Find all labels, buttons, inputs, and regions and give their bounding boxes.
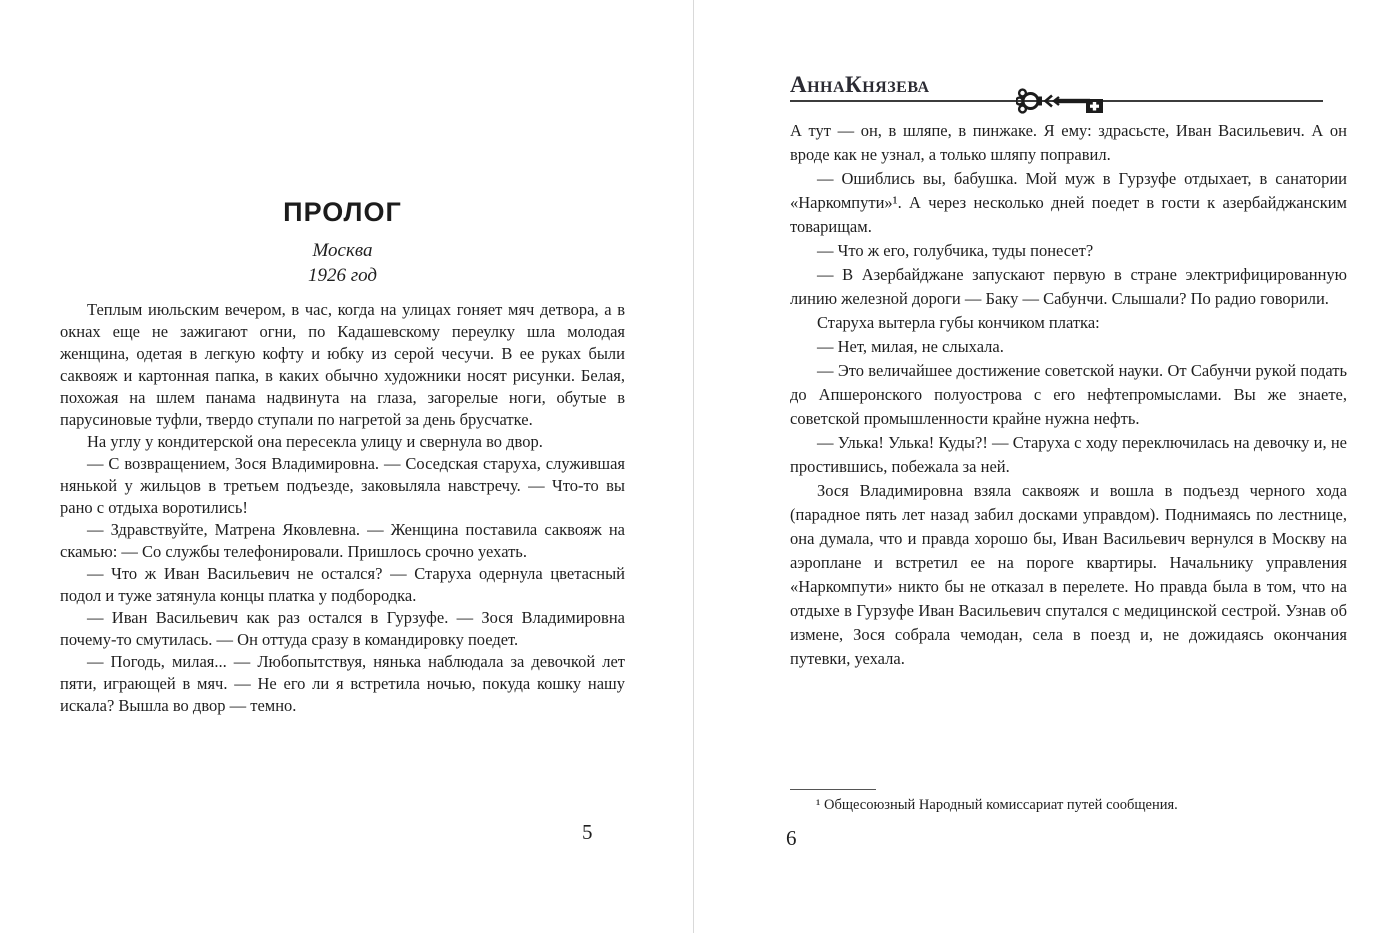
chapter-heading: ПРОЛОГ [283, 197, 402, 227]
paragraph: — Это величайшее достижение советской науки. От Сабунчи рукой подать до Апшеронского полуострова с его нефтепромыслами. Вы же знаете, советской промышленности крайне нужна нефть. [790, 361, 1347, 428]
paragraph: Зося Владимировна взяла саквояж и вошла в подъезд черного хода (парадное пять лет назад забил досками управдом). Поднимаясь по лестнице, она думала, что и правда хорошо бы, Иван Васильевич вернулся в Москву на аэроплане и встретил ее на пороге квартиры. Начальнику управления «Наркомпути» никто бы не отказал в перелете. Но правда была в том, что на отдыхе в Гурзуфе Иван Васильевич спутался с медицинской сестрой. Узнав об измене, Зося собрала чемодан, села в поезд и, не дожидаясь окончания путевки, уехала. [790, 481, 1347, 668]
paragraph: На углу у кондитерской она пересекла улицу и свернула во двор. [87, 432, 543, 451]
antique-key-icon [1016, 86, 1108, 116]
paragraph: А тут — он, в шляпе, в пинжаке. Я ему: здрасьсте, Иван Васильевич. А он вроде как не узнал, а только шляпу поправил. [790, 121, 1347, 164]
paragraph: — В Азербайджане запускают первую в стране электрифицированную линию железной дороги — Баку — Сабунчи. Слышали? По радио говорили. [790, 265, 1347, 308]
paragraph: — Что ж его, голубчика, туды понесет? [817, 241, 1094, 260]
paragraph: Теплым июльским вечером, в час, когда на улицах гоняет мяч детвора, а в окнах еще не зажигают огни, по Кадашевскому переулку шла молодая женщина, одетая в легкую кофту и юбку из серой чесучи. В ее руках были саквояж и картонная папка, в каких обычно художники носят рисунки. Белая, похожая на шлем панама надвинута на глаза, загорелые ноги, обутые в парусиновые туфли, твердо ступали по нагретой за день брусчатке. [60, 300, 625, 429]
paragraph: — Что ж Иван Васильевич не остался? — Старуха одернула цветасный подол и туже затянула концы платка у подбородка. [60, 564, 625, 605]
paragraph: — Погодь, милая... — Любопытствуя, нянька наблюдала за девочкой лет пяти, играющей в мяч. — Не его ли я встретила ночью, покуда кошку нашу искала? Вышла во двор — темно. [60, 652, 625, 715]
footnote: ¹ Общесоюзный Народный комиссариат путей сообщения. [816, 797, 1178, 813]
paragraph: — С возвращением, Зося Владимировна. — Соседская старуха, служившая нянькой у жильцов в третьем подъезде, заковыляла навстречу. — Что-то вы рано с отдыха воротились! [60, 454, 625, 517]
paragraph: — Иван Васильевич как раз остался в Гурзуфе. — Зося Владимировна почему-то смутилась. — Он оттуда сразу в командировку поедет. [60, 608, 625, 649]
footnote-rule [790, 789, 876, 790]
left-page-body [60, 299, 625, 717]
right-page-body [790, 119, 1347, 671]
running-header-author: АннаКнязева [790, 72, 930, 97]
left-page [60, 197, 625, 717]
page-gutter-divider [693, 0, 694, 933]
paragraph: — Нет, милая, не слыхала. [817, 337, 1004, 356]
right-page-number: 6 [786, 826, 797, 850]
chapter-subtitle [60, 238, 625, 288]
paragraph: Старуха вытерла губы кончиком платка: [817, 313, 1100, 332]
paragraph: — Ошиблись вы, бабушка. Мой муж в Гурзуфе отдыхает, в санатории «Наркомпути»¹. А через несколько дней поедет в гости к азербайджанским товарищам. [790, 169, 1347, 236]
subtitle-place: Москва [312, 240, 373, 261]
paragraph: — Улька! Улька! Куды?! — Старуха с ходу переключилась на девочку и, не простившись, побежала за ней. [790, 433, 1347, 476]
subtitle-year: 1926 год [307, 265, 378, 286]
left-page-number: 5 [582, 820, 593, 844]
paragraph: — Здравствуйте, Матрена Яковлевна. — Женщина поставила саквояж на скамью: — Со службы телефонировали. Пришлось срочно уехать. [60, 520, 625, 561]
